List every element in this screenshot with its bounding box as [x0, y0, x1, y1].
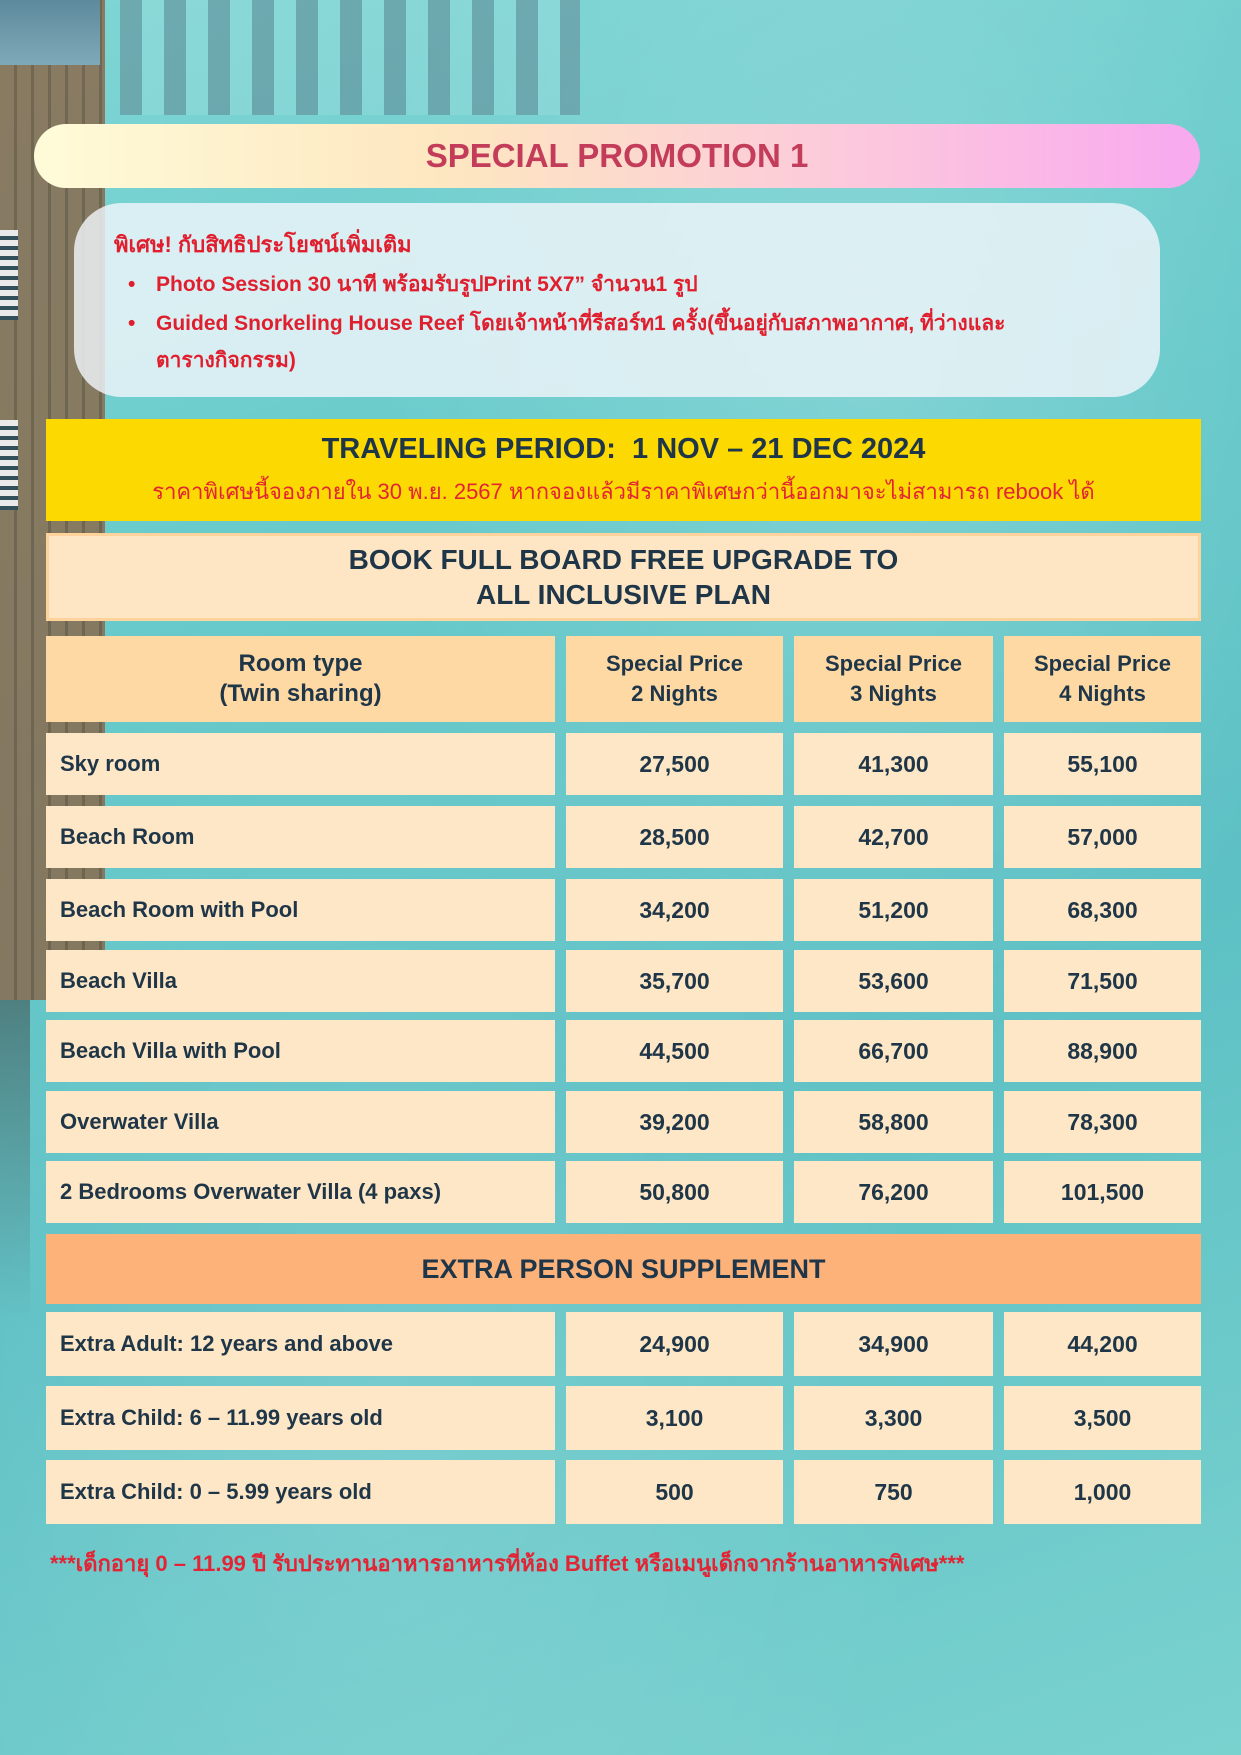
promo-title: SPECIAL PROMOTION 1: [425, 137, 809, 174]
price-2-nights-cell: 34,200: [566, 879, 783, 941]
header-room-type-line2: (Twin sharing): [219, 680, 382, 707]
price-2-nights-cell: 28,500: [566, 806, 783, 868]
price-3-nights-cell: 53,600: [794, 950, 993, 1012]
room-name-cell: Sky room: [46, 733, 555, 795]
extra-person-label: Extra Adult: 12 years and above: [46, 1312, 555, 1376]
price-3-nights-cell: 42,700: [794, 806, 993, 868]
extra-price-4-nights: 1,000: [1004, 1460, 1201, 1524]
price-2-nights-cell: 39,200: [566, 1091, 783, 1153]
background-lounge-chair: [0, 420, 18, 510]
extra-person-label: Extra Child: 6 – 11.99 years old: [46, 1386, 555, 1450]
extra-price-2-nights: 24,900: [566, 1312, 783, 1376]
extra-price-3-nights: 34,900: [794, 1312, 993, 1376]
background-tiles: [120, 0, 580, 115]
traveling-period-title: TRAVELING PERIOD: 1 NOV – 21 DEC 2024: [321, 433, 926, 465]
price-4-nights-cell: 55,100: [1004, 733, 1201, 795]
extra-price-3-nights: 750: [794, 1460, 993, 1524]
room-name-cell: Beach Room with Pool: [46, 879, 555, 941]
header-nights-label: 4 Nights: [1059, 681, 1146, 706]
price-2-nights-cell: 35,700: [566, 950, 783, 1012]
price-4-nights-cell: 101,500: [1004, 1161, 1201, 1223]
price-3-nights-cell: 76,200: [794, 1161, 993, 1223]
price-4-nights-cell: 57,000: [1004, 806, 1201, 868]
header-price-3-nights: [794, 636, 993, 722]
header-nights-label: 2 Nights: [631, 681, 718, 706]
upgrade-banner-line1: BOOK FULL BOARD FREE UPGRADE TO: [348, 544, 899, 575]
benefit-item: • Guided Snorkeling House Reef โดยเจ้าหน้าที่รีสอร์ท1 ครั้ง(ขึ้นอยู่กับสภาพอากาศ, ที่ว่างและ: [114, 304, 1124, 343]
price-2-nights-cell: 44,500: [566, 1020, 783, 1082]
price-4-nights-cell: 71,500: [1004, 950, 1201, 1012]
room-name-cell: 2 Bedrooms Overwater Villa (4 paxs): [46, 1161, 555, 1223]
header-price-label: Special Price: [825, 651, 962, 676]
promo-title-banner: [34, 124, 1200, 188]
benefits-list: [114, 265, 1124, 343]
benefit-item-continuation: ตารางกิจกรรม): [156, 349, 296, 372]
header-room-type-line1: Room type: [238, 650, 363, 677]
price-4-nights-cell: 78,300: [1004, 1091, 1201, 1153]
extra-price-3-nights: 3,300: [794, 1386, 993, 1450]
price-4-nights-cell: 68,300: [1004, 879, 1201, 941]
background-lounge-chair: [0, 230, 18, 320]
benefits-box: [74, 203, 1160, 397]
benefit-item: • Photo Session 30 นาที พร้อมรับรูปPrint 5X7” จำนวน1 รูป: [114, 265, 1124, 304]
price-3-nights-cell: 51,200: [794, 879, 993, 941]
benefits-heading: พิเศษ! กับสิทธิประโยชน์เพิ่มเติม: [114, 232, 412, 257]
price-3-nights-cell: 66,700: [794, 1020, 993, 1082]
extra-price-4-nights: 3,500: [1004, 1386, 1201, 1450]
extra-person-label: Extra Child: 0 – 5.99 years old: [46, 1460, 555, 1524]
price-3-nights-cell: 58,800: [794, 1091, 993, 1153]
room-name-cell: Beach Villa with Pool: [46, 1020, 555, 1082]
header-price-4-nights: [1004, 636, 1201, 722]
upgrade-banner-line2: ALL INCLUSIVE PLAN: [475, 579, 772, 610]
price-2-nights-cell: 50,800: [566, 1161, 783, 1223]
room-name-cell: Overwater Villa: [46, 1091, 555, 1153]
header-room-type: [46, 636, 555, 722]
header-price-label: Special Price: [1034, 651, 1171, 676]
background-roof: [0, 0, 100, 65]
background-pier-shadow: [0, 1000, 30, 1320]
extra-price-2-nights: 500: [566, 1460, 783, 1524]
extra-person-banner: EXTRA PERSON SUPPLEMENT: [46, 1234, 1201, 1304]
room-name-cell: Beach Villa: [46, 950, 555, 1012]
price-2-nights-cell: 27,500: [566, 733, 783, 795]
extra-price-4-nights: 44,200: [1004, 1312, 1201, 1376]
footnote: ***เด็กอายุ 0 – 11.99 ปี รับประทานอาหารอาหารที่ห้อง Buffet หรือเมนูเด็กจากร้านอาหารพิเศษ***: [50, 1551, 965, 1576]
extra-price-2-nights: 3,100: [566, 1386, 783, 1450]
room-name-cell: Beach Room: [46, 806, 555, 868]
price-3-nights-cell: 41,300: [794, 733, 993, 795]
header-price-label: Special Price: [606, 651, 743, 676]
header-nights-label: 3 Nights: [850, 681, 937, 706]
header-price-2-nights: [566, 636, 783, 722]
price-4-nights-cell: 88,900: [1004, 1020, 1201, 1082]
upgrade-banner: [46, 533, 1201, 621]
traveling-period-bar: [46, 419, 1201, 521]
booking-deadline-note: ราคาพิเศษนี้จองภายใน 30 พ.ย. 2567 หากจองแล้วมีราคาพิเศษกว่านี้ออกมาจะไม่สามารถ rebook ได้: [152, 479, 1095, 504]
